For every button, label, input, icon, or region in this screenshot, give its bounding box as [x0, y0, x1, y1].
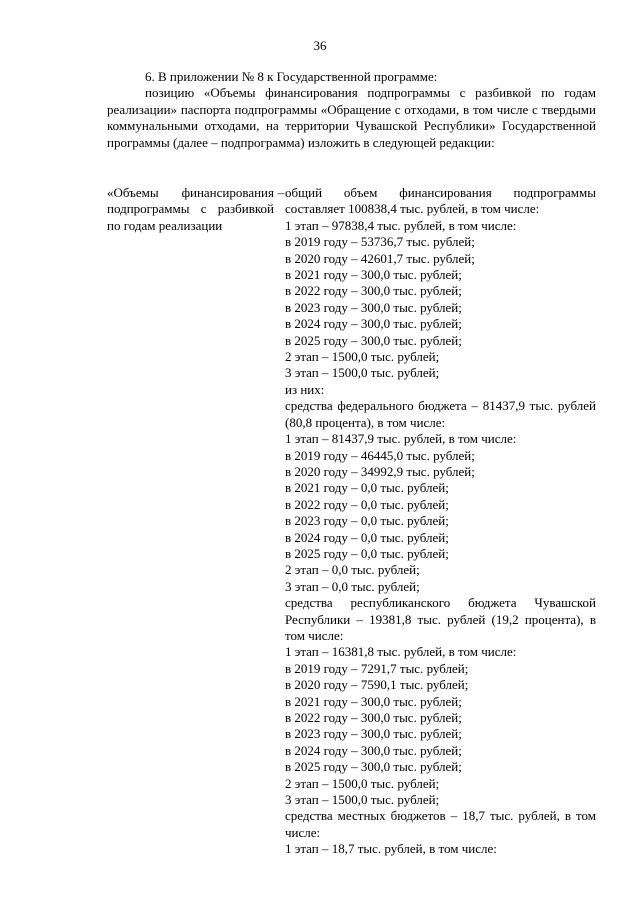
page-number: 36: [313, 38, 327, 53]
republican-year-2024: в 2024 году – 300,0 тыс. рублей;: [285, 742, 462, 758]
year-2022: в 2022 году – 300,0 тыс. рублей;: [285, 283, 462, 299]
year-2021: в 2021 году – 300,0 тыс. рублей;: [285, 267, 462, 283]
federal-stage2: 2 этап – 0,0 тыс. рублей;: [285, 562, 420, 578]
of-which-label: из них:: [285, 381, 325, 397]
federal-year-2022: в 2022 году – 0,0 тыс. рублей;: [285, 496, 449, 512]
federal-year-2019: в 2019 году – 46445,0 тыс. рублей;: [285, 447, 475, 463]
year-2024: в 2024 году – 300,0 тыс. рублей;: [285, 316, 462, 332]
intro-section: [107, 69, 596, 151]
federal-year-2021: в 2021 году – 0,0 тыс. рублей;: [285, 480, 449, 496]
intro-item-heading: 6. В приложении № 8 к Государственной программе:: [145, 69, 438, 84]
separator-dash: –: [277, 185, 285, 200]
intro-paragraph: позицию «Объемы финансирования подпрограммы с разбивкой по годам реализации» паспорта подпрограммы «Обращение с отходами, в том числе с твердыми коммунальными отходами, на территории Чувашской Республики» Государственной программы (далее – подпрограмма) изложить в следующей редакции:: [107, 85, 596, 150]
federal-year-2025: в 2025 году – 0,0 тыс. рублей;: [285, 545, 449, 561]
total-financing: общий объем финансирования подпрограммы составляет 100838,4 тыс. рублей, в том числе:: [285, 185, 596, 217]
republican-stage1: 1 этап – 16381,8 тыс. рублей, в том числе:: [285, 644, 517, 660]
year-2020: в 2020 году – 42601,7 тыс. рублей;: [285, 250, 475, 266]
republican-year-2023: в 2023 году – 300,0 тыс. рублей;: [285, 726, 462, 742]
stage2-total: 2 этап – 1500,0 тыс. рублей;: [285, 349, 440, 365]
republican-year-2019: в 2019 году – 7291,7 тыс. рублей;: [285, 660, 469, 676]
stage3-total: 3 этап – 1500,0 тыс. рублей;: [285, 365, 440, 381]
republican-stage3: 3 этап – 1500,0 тыс. рублей;: [285, 792, 440, 808]
year-2023: в 2023 году – 300,0 тыс. рублей;: [285, 299, 462, 315]
year-2025: в 2025 году – 300,0 тыс. рублей;: [285, 332, 462, 348]
federal-stage1: 1 этап – 81437,9 тыс. рублей, в том числе:: [285, 431, 517, 447]
federal-year-2024: в 2024 году – 0,0 тыс. рублей;: [285, 529, 449, 545]
federal-year-2023: в 2023 году – 0,0 тыс. рублей;: [285, 513, 449, 529]
republican-year-2022: в 2022 году – 300,0 тыс. рублей;: [285, 710, 462, 725]
federal-stage3: 3 этап – 0,0 тыс. рублей;: [285, 578, 420, 594]
local-budget-total: средства местных бюджетов – 18,7 тыс. рублей, в том числе:: [285, 808, 596, 840]
republican-year-2025: в 2025 году – 300,0 тыс. рублей;: [285, 759, 462, 775]
republican-stage2: 2 этап – 1500,0 тыс. рублей;: [285, 775, 440, 791]
federal-budget-total: средства федерального бюджета – 81437,9 тыс. рублей (80,8 процента), в том числе:: [285, 398, 596, 430]
stage1-total: 1 этап – 97838,4 тыс. рублей, в том числе:: [285, 217, 517, 233]
year-2019: в 2019 году – 53736,7 тыс. рублей;: [285, 234, 475, 250]
federal-year-2020: в 2020 году – 34992,9 тыс. рублей;: [285, 463, 475, 479]
republican-budget-total: средства республиканского бюджета Чувашской Республики – 19381,8 тыс. рублей (19,2 процента), в том числе:: [285, 595, 596, 643]
position-title: «Объемы финансирования подпрограммы с разбивкой по годам реализации: [107, 185, 274, 233]
republican-year-2020: в 2020 году – 7590,1 тыс. рублей;: [285, 677, 469, 693]
financing-details: [285, 185, 596, 858]
local-stage1: 1 этап – 18,7 тыс. рублей, в том числе:: [285, 841, 497, 857]
republican-year-2021: в 2021 году – 300,0 тыс. рублей;: [285, 693, 462, 709]
